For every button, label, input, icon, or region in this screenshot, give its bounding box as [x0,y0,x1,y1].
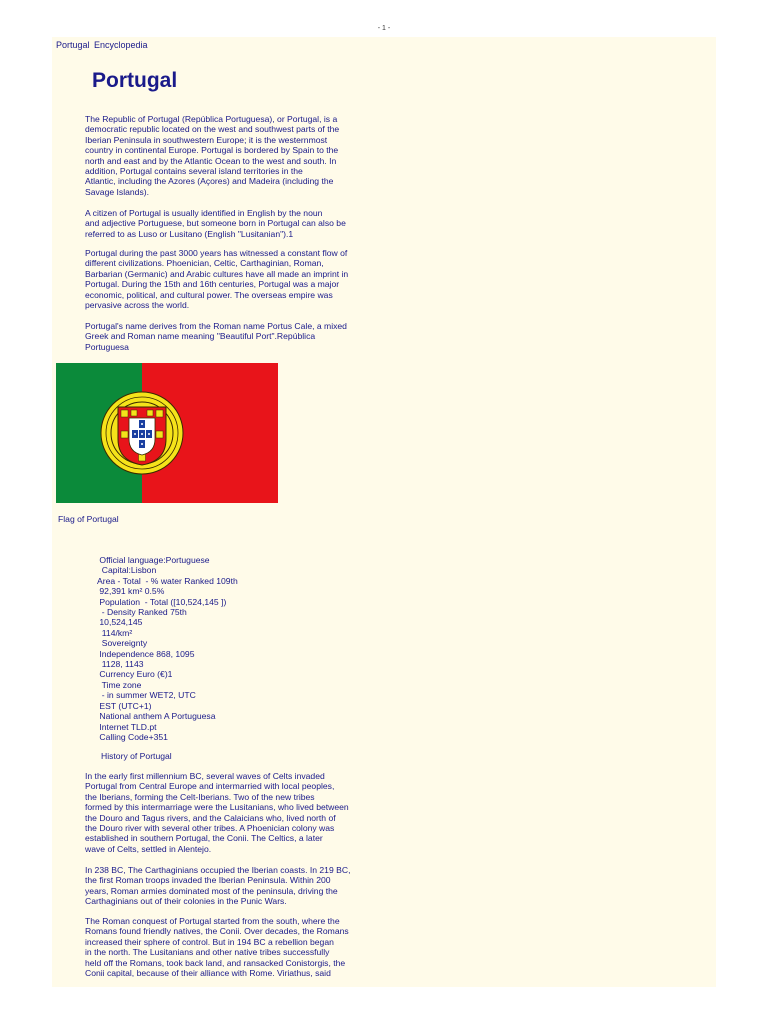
page-title: Portugal [92,69,178,92]
country-facts: Official language:Portuguese Capital:Lisbon Area - Total - % water Ranked 109th 92,391 km² 0.5% Population - Total ([10,524,145 ]) - Density Ranked 75th 10,524,145 114/km² Sovereignty Independence 868, 1095 1128, 1143 Currency Euro (€)1 Time zone - in summer WET2, UTC EST (UTC+1) National anthem A Portuguesa Internet TLD.pt Calling Code+351 [97,555,238,742]
history-paragraph: The Roman conquest of Portugal started from the south, where the Romans found friendly natives, the Conii. Over decades, the Romans increased their sphere of control. But in 194 BC a rebellion began in the north. The Lusitanians and other native tribes successfully held off the Romans, took back land, and ransacked Conistorgis, the Conii capital, because of their alliance with Rome. Viriathus, said [85,916,349,979]
name-origin-paragraph: Portugal's name derives from the Roman name Portus Cale, a mixed Greek and Roman name meaning "Beautiful Port".República Portuguesa [85,321,347,352]
flag-caption: Flag of Portugal [58,514,119,524]
civilizations-paragraph: Portugal during the past 3000 years has witnessed a constant flow of different civilizations. Phoenician, Celtic, Carthaginian, Roman, Barbarian (Germanic) and Arabic cultures have all made an imprint in Portugal. During the 15th and 16th centuries, Portugal was a major economic, political, and cultural power. The overseas empire was pervasive across the world. [85,248,349,311]
citizen-paragraph: A citizen of Portugal is usually identified in English by the noun and adjective Portuguese, but someone born in Portugal can also be referred to as Luso or Lusitano (English "Lusitanian").1 [85,208,346,239]
document-header: Portugal Encyclopedia [56,40,148,50]
intro-paragraph: The Republic of Portugal (República Portuguesa), or Portugal, is a democratic republic located on the west and southwest parts of the Iberian Peninsula in southwestern Europe; it is the westernmost country in continental Europe. Portugal is bordered by Spain to the north and east and by the Atlantic Ocean to the west and south. In addition, Portugal contains several island territories in the Atlantic, including the Azores (Açores) and Madeira (including the Savage Islands). [85,114,340,197]
page-number: - 1 - [377,25,391,32]
history-paragraph: In the early first millennium BC, several waves of Celts invaded Portugal from Central Europe and intermarried with local peoples, the Iberians, forming the Celt-Iberians. Two of the new tribes formed by this intermarriage were the Lusitanians, who lived between the Douro and Tagus rivers, and the Calaicians who, lived north of the Douro river with several other tribes. A Phoenician colony was established in southern Portugal, the Conii. The Celtics, a later wave of Celts, settled in Alentejo. [85,771,349,854]
history-heading: History of Portugal [101,751,172,761]
flag-of-portugal-image [56,363,278,503]
history-paragraph: In 238 BC, The Carthaginians occupied the Iberian coasts. In 219 BC, the first Roman troops invaded the Iberian Peninsula. Within 200 years, Roman armies dominated most of the peninsula, driving the Carthaginians out of their colonies in the Punic Wars. [85,865,351,907]
